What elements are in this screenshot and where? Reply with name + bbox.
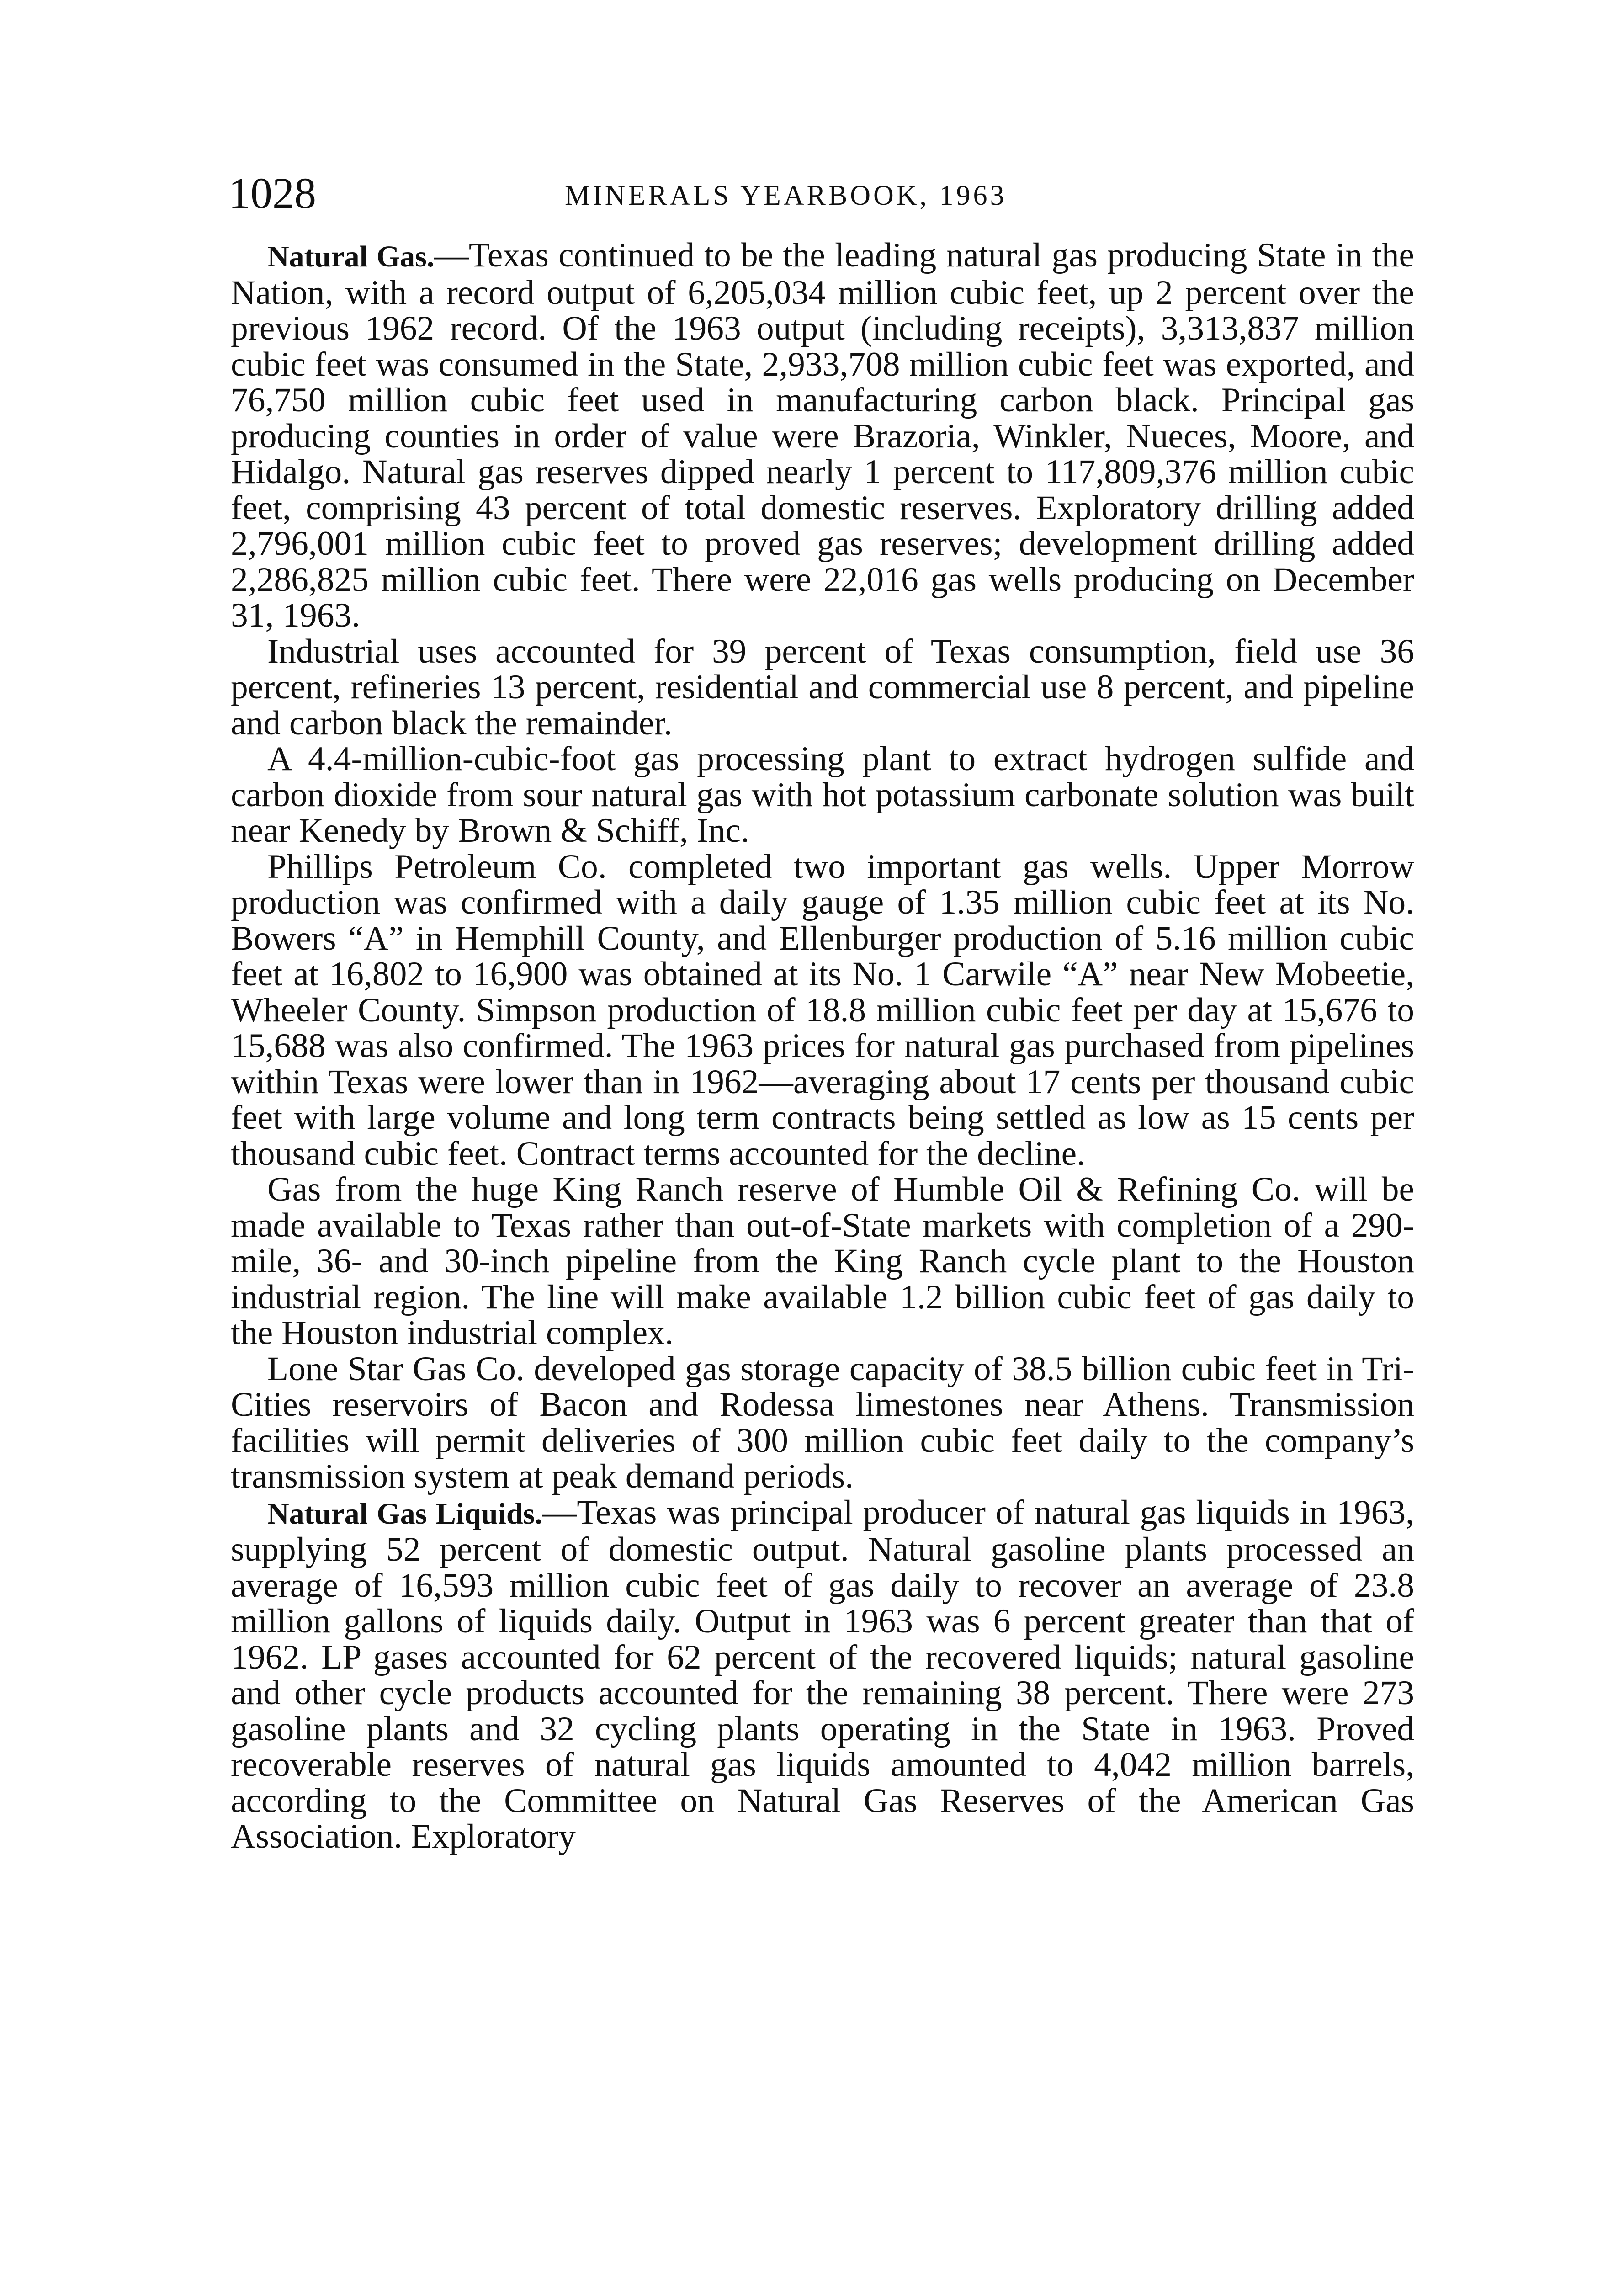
section-heading-natural-gas: Natural Gas. [267,240,435,273]
paragraph-processing-plant: A 4.4-million-cubic-foot gas processing plant to extract hydrogen sulfide and carbon dioxide from sour natural gas with hot potassium carbonate solution was built near Kenedy by Brown & Schiff, Inc. [231,740,1414,850]
paragraph-lone-star-gas: Lone Star Gas Co. developed gas storage capacity of 38.5 billion cubic feet in Tri-Cities reservoirs of Bacon and Rodessa limestones near Athens. Transmission facilities will permit deliveries of 300 million cubic feet daily to the company’s transmission system at peak demand periods. [231,1350,1414,1495]
paragraph-phillips-petroleum: Phillips Petroleum Co. completed two important gas wells. Upper Morrow production was confirmed with a daily gauge of 1.35 million cubic feet at its No. Bowers “A” in Hemphill County, and Ellenburger production of 5.16 million cubic feet at 16,802 to 16,900 was obtained at its No. 1 Carwile “A” near New Mobeetie, Wheeler County. Simpson production of 18.8 million cubic feet per day at 15,676 to 15,688 was also confirmed. The 1963 prices for natural gas purchased from pipelines within Texas were lower than in 1962—averaging about 17 cents per thousand cubic feet with large volume and long term contracts being settled as low as 15 cents per thousand cubic feet. Contract terms accounted for the decline. [231,847,1414,1173]
paragraph-natural-gas-liquids [231,1495,1414,1855]
section-heading-natural-gas-liquids: Natural Gas Liquids. [267,1497,542,1530]
paragraph-king-ranch: Gas from the huge King Ranch reserve of Humble Oil & Refining Co. will be made available to Texas rather than out-of-State markets with completion of a 290-mile, 36- and 30-inch pipeline from the King Ranch cycle plant to the Houston industrial region. The line will make available 1.2 billion cubic feet of gas daily to the Houston industrial complex. [231,1170,1414,1352]
paragraph-text: —Texas was principal producer of natural gas liquids in 1963, supplying 52 percent of domestic output. Natural gasoline plants processed an average of 16,593 million cubic feet of gas daily to recover an average of 23.8 million gallons of liquids daily. Output in 1963 was 6 percent greater than that of 1962. LP gases accounted for 62 percent of the recovered liquids; natural gasoline and other cycle products accounted for the remaining 38 percent. There were 273 gasoline plants and 32 cycling plants operating in the State in 1963. Proved recoverable reserves of natural gas liquids amounted to 4,042 million barrels, according to the Committee on Natural Gas Reserves of the American Gas Association. Exploratory [231,1493,1415,1855]
page-header [228,168,1417,218]
body-text [231,238,1414,1855]
page-number: 1028 [228,169,316,218]
paragraph-natural-gas [231,238,1414,634]
paragraph-industrial-uses: Industrial uses accounted for 39 percent of Texas consumption, field use 36 percent, refineries 13 percent, residential and commercial use 8 percent, and pipeline and carbon black the remainder. [231,632,1414,742]
paragraph-text: —Texas continued to be the leading natural gas producing State in the Nation, with a record output of 6,205,034 million cubic feet, up 2 percent over the previous 1962 record. Of the 1963 output (including receipts), 3,313,837 million cubic feet was consumed in the State, 2,933,708 million cubic feet was exported, and 76,750 million cubic feet used in manufacturing carbon black. Principal gas producing counties in order of value were Brazoria, Winkler, Nueces, Moore, and Hidalgo. Natural gas reserves dipped nearly 1 percent to 117,809,376 million cubic feet, comprising 43 percent of total domestic reserves. Exploratory drilling added 2,796,001 million cubic feet to proved gas reserves; development drilling added 2,286,825 million cubic feet. There were 22,016 gas wells producing on December 31, 1963. [231,236,1415,634]
running-head: MINERALS YEARBOOK, 1963 [565,180,1007,211]
